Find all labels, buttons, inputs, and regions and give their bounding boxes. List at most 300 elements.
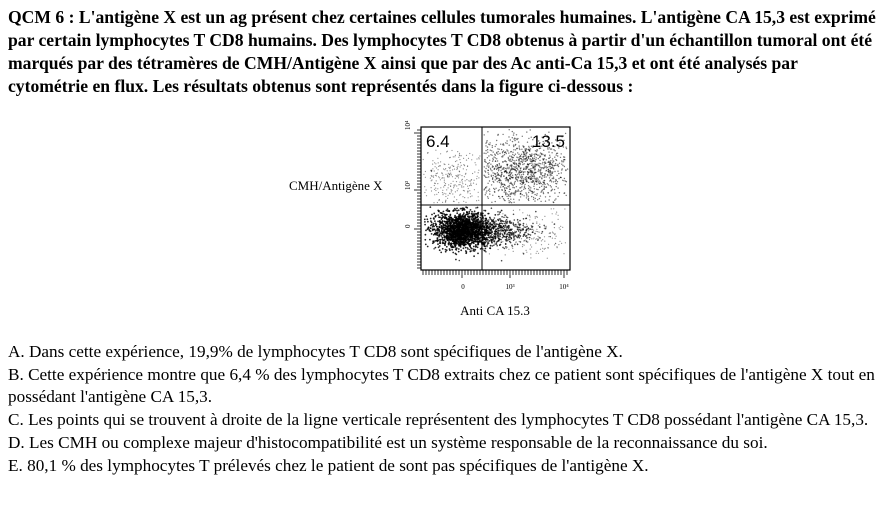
- scatter-point: [541, 244, 542, 245]
- scatter-point: [508, 228, 510, 230]
- scatter-point: [495, 161, 496, 162]
- answer-d[interactable]: [8, 432, 878, 455]
- scatter-point: [490, 218, 492, 220]
- scatter-point: [556, 154, 557, 155]
- scatter-point: [497, 224, 499, 226]
- scatter-point: [441, 230, 443, 232]
- scatter-point: [464, 197, 465, 198]
- scatter-point: [524, 158, 525, 159]
- scatter-point: [522, 145, 523, 146]
- scatter-point: [454, 216, 456, 218]
- scatter-point: [517, 157, 518, 158]
- scatter-point: [536, 189, 537, 190]
- scatter-point: [506, 188, 507, 189]
- scatter-point: [516, 177, 517, 178]
- scatter-point: [517, 219, 518, 220]
- scatter-point: [523, 169, 524, 170]
- scatter-point: [476, 200, 477, 201]
- scatter-point: [467, 212, 469, 214]
- scatter-point: [502, 233, 503, 234]
- scatter-point: [436, 226, 438, 228]
- scatter-point: [463, 245, 465, 247]
- scatter-point: [450, 167, 451, 168]
- scatter-point: [488, 174, 489, 175]
- scatter-point: [458, 238, 460, 240]
- scatter-point: [540, 195, 541, 196]
- scatter-point: [444, 244, 446, 246]
- scatter-point: [448, 184, 449, 185]
- scatter-point: [451, 244, 453, 246]
- scatter-point: [472, 173, 473, 174]
- scatter-point: [519, 187, 520, 188]
- scatter-point: [507, 150, 508, 151]
- scatter-point: [478, 236, 480, 238]
- scatter-point: [519, 166, 520, 167]
- scatter-point: [466, 155, 467, 156]
- scatter-point: [476, 232, 478, 234]
- scatter-point: [514, 244, 516, 246]
- scatter-point: [458, 157, 459, 158]
- scatter-point: [523, 174, 524, 175]
- scatter-point: [447, 237, 449, 239]
- scatter-point: [558, 178, 559, 179]
- scatter-point: [537, 193, 538, 194]
- scatter-point: [556, 212, 557, 213]
- scatter-point: [495, 229, 497, 231]
- scatter-point: [474, 225, 476, 227]
- scatter-point: [507, 193, 508, 194]
- scatter-point: [448, 187, 449, 188]
- scatter-point: [464, 222, 466, 224]
- question-text: QCM 6 : L'antigène X est un ag présent chez certaines cellules tumorales humaines. L'antigène CA 15,3 est exprimé par certain lymphocytes T CD8 humains. Des lymphocytes T CD8 obtenus à partir d'un échantillon tumoral ont été marqués par des tétramères de CMH/Antigène X ainsi que par des Ac anti-Ca 15,3 et ont été analysés par cytométrie en flux. Les résultats obtenus sont représentés dans la figure ci-dessous :: [8, 7, 876, 96]
- scatter-point: [460, 234, 462, 236]
- scatter-point: [513, 199, 514, 200]
- scatter-point: [540, 201, 541, 202]
- scatter-point: [429, 239, 431, 241]
- scatter-point: [563, 161, 564, 162]
- scatter-point: [444, 221, 446, 223]
- scatter-point: [458, 251, 460, 253]
- scatter-point: [540, 172, 541, 173]
- scatter-point: [527, 215, 528, 216]
- scatter-point: [459, 221, 461, 223]
- scatter-point: [512, 137, 513, 138]
- scatter-point: [526, 195, 527, 196]
- scatter-point: [434, 183, 435, 184]
- scatter-point: [432, 230, 434, 232]
- flow-cytometry-figure: [0, 110, 883, 325]
- y-tick-label-0: 0: [404, 224, 412, 228]
- scatter-point: [504, 185, 505, 186]
- scatter-point: [463, 219, 465, 221]
- scatter-point: [491, 150, 492, 151]
- scatter-point: [508, 232, 509, 233]
- scatter-point: [493, 182, 494, 183]
- scatter-point: [491, 241, 493, 243]
- scatter-point: [450, 183, 451, 184]
- scatter-point: [532, 176, 533, 177]
- scatter-point: [486, 241, 487, 242]
- scatter-point: [477, 218, 479, 220]
- scatter-point: [485, 192, 486, 193]
- scatter-point: [533, 230, 534, 231]
- scatter-point: [489, 160, 490, 161]
- scatter-point: [550, 175, 551, 176]
- scatter-point: [505, 225, 507, 227]
- scatter-point: [550, 236, 551, 237]
- scatter-point: [478, 172, 479, 173]
- scatter-point: [511, 161, 512, 162]
- scatter-point: [492, 161, 493, 162]
- scatter-point: [426, 195, 427, 196]
- scatter-point: [530, 249, 531, 250]
- scatter-point: [478, 170, 479, 171]
- scatter-point: [564, 178, 565, 179]
- scatter-point: [523, 189, 524, 190]
- scatter-point: [505, 178, 506, 179]
- scatter-point: [535, 180, 536, 181]
- scatter-point: [430, 178, 431, 179]
- scatter-point: [540, 249, 541, 250]
- scatter-point: [465, 174, 466, 175]
- scatter-point: [452, 252, 454, 254]
- scatter-point: [548, 158, 549, 159]
- scatter-point: [536, 253, 537, 254]
- scatter-point: [526, 197, 527, 198]
- scatter-point: [504, 187, 505, 188]
- scatter-point: [514, 140, 515, 141]
- scatter-point: [555, 243, 556, 244]
- scatter-point: [520, 183, 521, 184]
- scatter-point: [519, 145, 520, 146]
- scatter-point: [518, 154, 519, 155]
- scatter-point: [427, 221, 429, 223]
- scatter-point: [424, 186, 425, 187]
- scatter-point: [485, 239, 487, 241]
- scatter-point: [484, 227, 486, 229]
- scatter-point: [529, 150, 530, 151]
- scatter-point: [519, 209, 520, 210]
- scatter-point: [528, 172, 529, 173]
- scatter-point: [540, 192, 541, 193]
- scatter-point: [464, 235, 466, 237]
- scatter-point: [520, 191, 521, 192]
- scatter-point: [436, 240, 438, 242]
- scatter-point: [513, 193, 514, 194]
- scatter-point: [559, 163, 560, 164]
- scatter-point: [491, 184, 492, 185]
- scatter-point: [539, 156, 540, 157]
- scatter-point: [488, 167, 489, 168]
- scatter-point: [498, 233, 500, 235]
- scatter-point: [525, 226, 527, 228]
- scatter-point: [442, 173, 443, 174]
- scatter-point: [534, 182, 535, 183]
- scatter-point: [503, 143, 504, 144]
- scatter-point: [544, 187, 545, 188]
- scatter-point: [513, 251, 514, 252]
- scatter-point: [536, 151, 537, 152]
- scatter-point: [544, 182, 545, 183]
- scatter-point: [494, 243, 496, 245]
- scatter-point: [513, 149, 514, 150]
- x-tick-label-0: 0: [461, 283, 465, 291]
- scatter-point: [468, 180, 469, 181]
- scatter-point: [425, 171, 426, 172]
- scatter-point: [484, 188, 485, 189]
- scatter-point: [490, 226, 492, 228]
- answer-letter: B.: [8, 364, 24, 384]
- scatter-point: [476, 184, 477, 185]
- scatter-point: [515, 167, 516, 168]
- scatter-point: [529, 169, 530, 170]
- scatter-point: [520, 167, 521, 168]
- scatter-point: [457, 190, 458, 191]
- scatter-point: [501, 183, 502, 184]
- scatter-point: [465, 206, 467, 208]
- scatter-point: [525, 218, 527, 220]
- scatter-point: [456, 240, 458, 242]
- scatter-point: [511, 222, 512, 223]
- scatter-point: [510, 201, 511, 202]
- scatter-point: [478, 224, 480, 226]
- scatter-point: [513, 214, 515, 216]
- scatter-point: [549, 164, 550, 165]
- scatter-point: [461, 187, 462, 188]
- scatter-point: [456, 229, 458, 231]
- scatter-point: [435, 232, 437, 234]
- scatter-point: [457, 151, 458, 152]
- answer-a[interactable]: [8, 341, 878, 364]
- scatter-point: [500, 175, 501, 176]
- scatter-point: [531, 156, 532, 157]
- scatter-point: [458, 202, 459, 203]
- scatter-point: [536, 184, 537, 185]
- scatter-point: [474, 238, 476, 240]
- scatter-point: [532, 167, 533, 168]
- scatter-point: [501, 260, 503, 262]
- scatter-point: [521, 180, 522, 181]
- scatter-point: [429, 206, 431, 208]
- scatter-point: [486, 190, 487, 191]
- scatter-point: [531, 178, 532, 179]
- scatter-point: [525, 192, 526, 193]
- scatter-point: [442, 248, 444, 250]
- scatter-point: [463, 212, 465, 214]
- scatter-point: [443, 234, 445, 236]
- scatter-point: [460, 242, 462, 244]
- scatter-point: [505, 170, 506, 171]
- scatter-point: [464, 244, 466, 246]
- scatter-point: [506, 229, 508, 231]
- scatter-point: [492, 245, 494, 247]
- scatter-point: [535, 166, 536, 167]
- scatter-point: [528, 198, 529, 199]
- scatter-point: [506, 248, 507, 249]
- scatter-point: [518, 226, 520, 228]
- scatter-point: [439, 233, 441, 235]
- scatter-point: [424, 224, 426, 226]
- scatter-point: [431, 180, 432, 181]
- scatter-point: [542, 163, 543, 164]
- scatter-point: [539, 160, 540, 161]
- scatter-point: [531, 175, 532, 176]
- scatter-point: [476, 178, 477, 179]
- scatter-point: [435, 240, 437, 242]
- scatter-point: [497, 230, 499, 232]
- scatter-point: [515, 174, 516, 175]
- scatter-point: [476, 214, 478, 216]
- answer-c[interactable]: [8, 409, 878, 432]
- scatter-point: [438, 162, 439, 163]
- scatter-point: [507, 236, 509, 238]
- scatter-point: [455, 233, 457, 235]
- scatter-point: [431, 170, 432, 171]
- scatter-point: [439, 245, 441, 247]
- scatter-point: [458, 224, 460, 226]
- scatter-point: [471, 248, 473, 250]
- scatter-point: [536, 181, 537, 182]
- scatter-point: [439, 199, 440, 200]
- scatter-point: [493, 156, 494, 157]
- scatter-point: [556, 236, 557, 237]
- scatter-point: [564, 192, 565, 193]
- scatter-point: [467, 238, 469, 240]
- scatter-point: [533, 197, 534, 198]
- scatter-point: [487, 183, 488, 184]
- scatter-point: [526, 148, 527, 149]
- scatter-point: [524, 171, 525, 172]
- scatter-point: [453, 201, 454, 202]
- scatter-point: [506, 164, 507, 165]
- scatter-point: [532, 226, 533, 227]
- scatter-point: [511, 168, 512, 169]
- scatter-point: [541, 240, 542, 241]
- scatter-point: [502, 229, 503, 230]
- scatter-point: [530, 244, 531, 245]
- scatter-point: [524, 235, 525, 236]
- scatter-point: [527, 233, 529, 235]
- scatter-point: [496, 233, 498, 235]
- scatter-point: [452, 169, 453, 170]
- scatter-point: [538, 225, 539, 226]
- scatter-point: [542, 162, 543, 163]
- scatter-point: [487, 149, 488, 150]
- scatter-point: [554, 224, 555, 225]
- scatter-point: [425, 234, 427, 236]
- scatter-point: [545, 248, 546, 249]
- scatter-point: [474, 221, 476, 223]
- scatter-point: [456, 185, 457, 186]
- scatter-point: [558, 215, 559, 216]
- scatter-point: [458, 232, 460, 234]
- scatter-point: [467, 226, 469, 228]
- scatter-point: [454, 196, 455, 197]
- scatter-point: [499, 175, 500, 176]
- scatter-point: [516, 168, 517, 169]
- scatter-point: [506, 172, 507, 173]
- scatter-point: [485, 162, 486, 163]
- scatter-point: [441, 212, 443, 214]
- scatter-point: [466, 228, 468, 230]
- scatter-point: [456, 226, 458, 228]
- scatter-point: [455, 184, 456, 185]
- scatter-point: [542, 154, 543, 155]
- scatter-point: [553, 202, 554, 203]
- scatter-point: [518, 159, 519, 160]
- scatter-point: [453, 181, 454, 182]
- scatter-point: [453, 224, 455, 226]
- scatter-point: [504, 188, 505, 189]
- scatter-point: [500, 186, 501, 187]
- scatter-point: [479, 217, 481, 219]
- scatter-point: [539, 198, 540, 199]
- scatter-point: [462, 181, 463, 182]
- answer-b[interactable]: [8, 364, 878, 409]
- scatter-point: [466, 214, 468, 216]
- scatter-point: [449, 248, 451, 250]
- scatter-point: [522, 136, 523, 137]
- scatter-point: [510, 151, 511, 152]
- scatter-point: [536, 216, 537, 217]
- scatter-point: [499, 198, 500, 199]
- scatter-point: [475, 230, 477, 232]
- scatter-point: [526, 152, 527, 153]
- answer-letter: D.: [8, 432, 25, 452]
- scatter-point: [464, 232, 466, 234]
- scatter-point: [494, 189, 495, 190]
- scatter-point: [477, 217, 479, 219]
- scatter-point: [511, 234, 513, 236]
- scatter-point: [518, 141, 519, 142]
- scatter-point: [521, 149, 522, 150]
- scatter-point: [532, 165, 533, 166]
- scatter-point: [433, 234, 435, 236]
- scatter-point: [433, 175, 434, 176]
- scatter-point: [549, 155, 550, 156]
- scatter-point: [550, 174, 551, 175]
- scatter-point: [554, 244, 555, 245]
- scatter-point: [428, 229, 430, 231]
- answer-e[interactable]: [8, 455, 878, 478]
- scatter-point: [492, 147, 493, 148]
- scatter-point: [529, 237, 531, 239]
- gate-label-top-right: 13.5: [531, 132, 565, 151]
- scatter-point: [450, 185, 451, 186]
- scatter-point: [513, 132, 514, 133]
- scatter-point: [452, 193, 453, 194]
- scatter-point: [444, 177, 445, 178]
- scatter-point: [514, 164, 515, 165]
- answer-letter: A.: [8, 342, 25, 361]
- scatter-point: [505, 180, 506, 181]
- scatter-point: [486, 177, 487, 178]
- scatter-point: [466, 169, 467, 170]
- scatter-point: [462, 196, 463, 197]
- scatter-point: [513, 157, 514, 158]
- scatter-point: [566, 195, 567, 196]
- scatter-point: [557, 187, 558, 188]
- scatter-point: [495, 201, 496, 202]
- scatter-point: [448, 236, 450, 238]
- scatter-point: [520, 236, 521, 237]
- scatter-point: [446, 228, 448, 230]
- scatter-point: [531, 246, 532, 247]
- scatter-point: [526, 181, 527, 182]
- scatter-point: [552, 160, 553, 161]
- scatter-point: [524, 184, 525, 185]
- scatter-point: [567, 168, 568, 169]
